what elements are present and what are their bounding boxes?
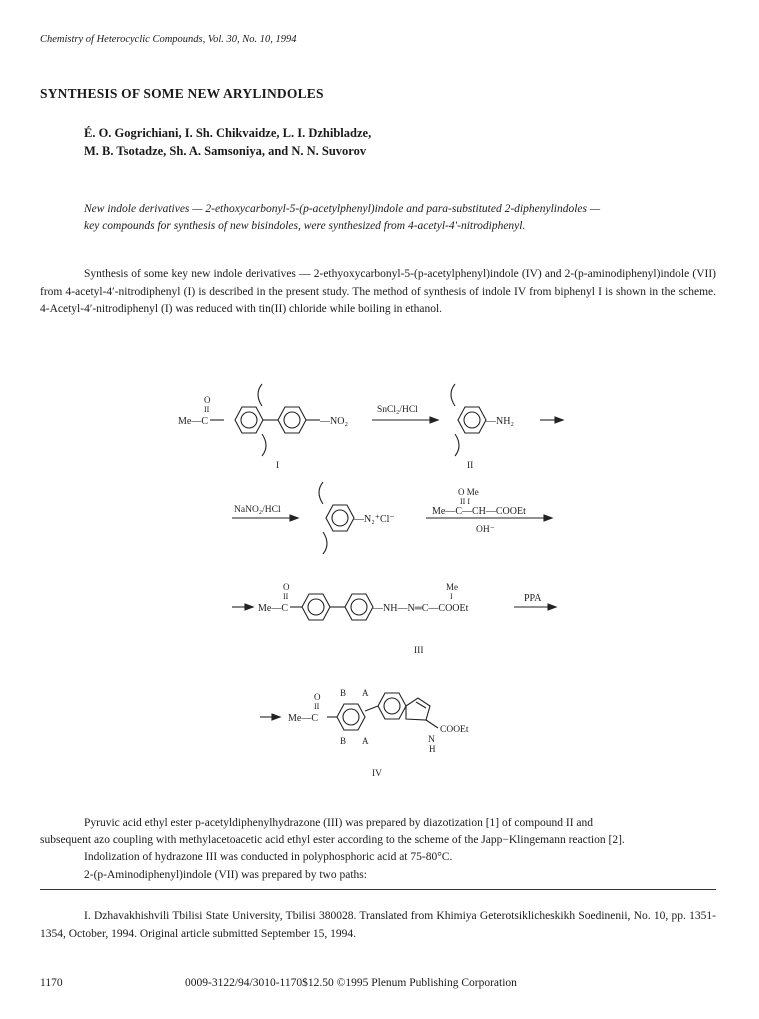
abstract-line-1: New indole derivatives — 2-ethoxycarbonyl-5-(p-acetylphenyl)indole and para-substituted 2-diphenylindoles — [84, 203, 601, 215]
copyright-line: 0009-3122/94/3010-1170$12.50 ©1995 Plenum Publishing Corporation [185, 977, 517, 989]
diazonium-group: —N₂⁺Cl⁻ [354, 514, 395, 525]
affiliation-footnote: I. Dzhavakhishvili Tbilisi State University, Tbilisi 380028. Translated from Khimiya Geterotsiklicheskikh Soedinenii, No. 10, pp. 1351-1354, October, 1994. Original article submitted September 15, 1994. [40, 910, 716, 940]
cmpd-IV-ring-a-bottom: A [362, 736, 369, 746]
compound-IV-structure [327, 693, 438, 730]
cmpd-IV-me-c: Me—C [288, 713, 318, 724]
abstract-line-2: key compounds for synthesis of new bisindoles, were synthesized from 4-acetyl-4′-nitrodiphenyl. [84, 220, 526, 232]
cmpd-IV-nitrogen: N [428, 735, 435, 745]
cmpd-IV-ester: COOEt [440, 725, 469, 735]
paragraph-2: Indolization of hydrazone III was conducted in polyphosphoric acid at 75-80°C. [84, 851, 453, 863]
cmpd-II-amine: —NH₂ [486, 416, 514, 427]
reagent-ppa: PPA [524, 593, 542, 604]
cmpd-IV-ring-b-bottom: B [340, 736, 347, 746]
cmpd-I-oxygen: O [204, 395, 211, 405]
reagent3-top: O Me [458, 487, 479, 497]
cmpd-IV-ring-a-top: A [362, 688, 369, 698]
diazonium-structure [319, 482, 354, 554]
reagent3-mid: II I [460, 497, 470, 506]
label-compound-IV: IV [372, 769, 383, 779]
compound-III-structure [290, 594, 373, 620]
cmpd-III-single-bond: I [450, 592, 453, 601]
footnote-divider [40, 889, 716, 890]
label-compound-III: III [414, 646, 424, 656]
compound-I-structure [210, 384, 320, 456]
reagent3-base: OH⁻ [476, 525, 495, 535]
reagent-methylacetoacetate: Me—C—CH—COOEt [432, 506, 526, 517]
cmpd-III-me-c: Me—C [258, 603, 288, 614]
page-number: 1170 [40, 977, 63, 989]
compound-II-structure [451, 384, 486, 456]
label-compound-II: II [467, 461, 474, 471]
cmpd-IV-oxygen: O [314, 692, 321, 702]
cmpd-I-me-c: Me—C [178, 416, 208, 427]
paragraph-1-line-1: Pyruvic acid ethyl ester p-acetyldiphenylhydrazone (III) was prepared by diazotization [1] of compound II and [84, 817, 593, 829]
reaction-scheme [0, 380, 759, 790]
paragraph-1-line-2: subsequent azo coupling with methylacetoacetic acid ethyl ester according to the scheme of the Japp−Klingemann reaction [2]. [40, 834, 625, 846]
cmpd-I-nitro: —NO₂ [320, 416, 348, 427]
cmpd-III-double-bond: II [283, 592, 289, 601]
intro-paragraph: Synthesis of some key new indole derivatives — 2-ethyoxycarbonyl-5-(p-acetylphenyl)indole (IV) and 2-(p-aminodiphenyl)indole (VII) from 4-acetyl-4′-nitrodiphenyl (I) is described in the present study. The method of synthesis of indole IV from biphenyl I is shown in the scheme. 4-Acetyl-4′-nitrodiphenyl (I) was reduced with tin(II) chloride while boiling in ethanol. [40, 268, 716, 315]
authors-line-1: É. O. Gogrichiani, I. Sh. Chikvaidze, L. I. Dzhibladze, [84, 126, 372, 140]
cmpd-III-methyl: Me [446, 582, 458, 592]
journal-header: Chemistry of Heterocyclic Compounds, Vol. 30, No. 10, 1994 [40, 34, 297, 45]
authors-line-2: M. B. Tsotadze, Sh. A. Samsoniya, and N. N. Suvorov [84, 144, 367, 158]
label-compound-I: I [276, 461, 280, 471]
reagent-nano2: NaNO₂/HCl [234, 505, 281, 515]
cmpd-III-hydrazone: —NH—N═C—COOEt [373, 603, 469, 614]
article-title: SYNTHESIS OF SOME NEW ARYLINDOLES [40, 86, 324, 101]
reagent-sncl2: SnCl₂/HCl [377, 405, 418, 415]
paragraph-3: 2-(p-Aminodiphenyl)indole (VII) was prepared by two paths: [84, 869, 367, 881]
cmpd-I-double-bond: II [204, 405, 210, 414]
cmpd-IV-hydrogen: H [429, 744, 436, 754]
cmpd-III-oxygen: O [283, 582, 290, 592]
cmpd-IV-double-bond: II [314, 702, 320, 711]
cmpd-IV-ring-b-top: B [340, 688, 347, 698]
